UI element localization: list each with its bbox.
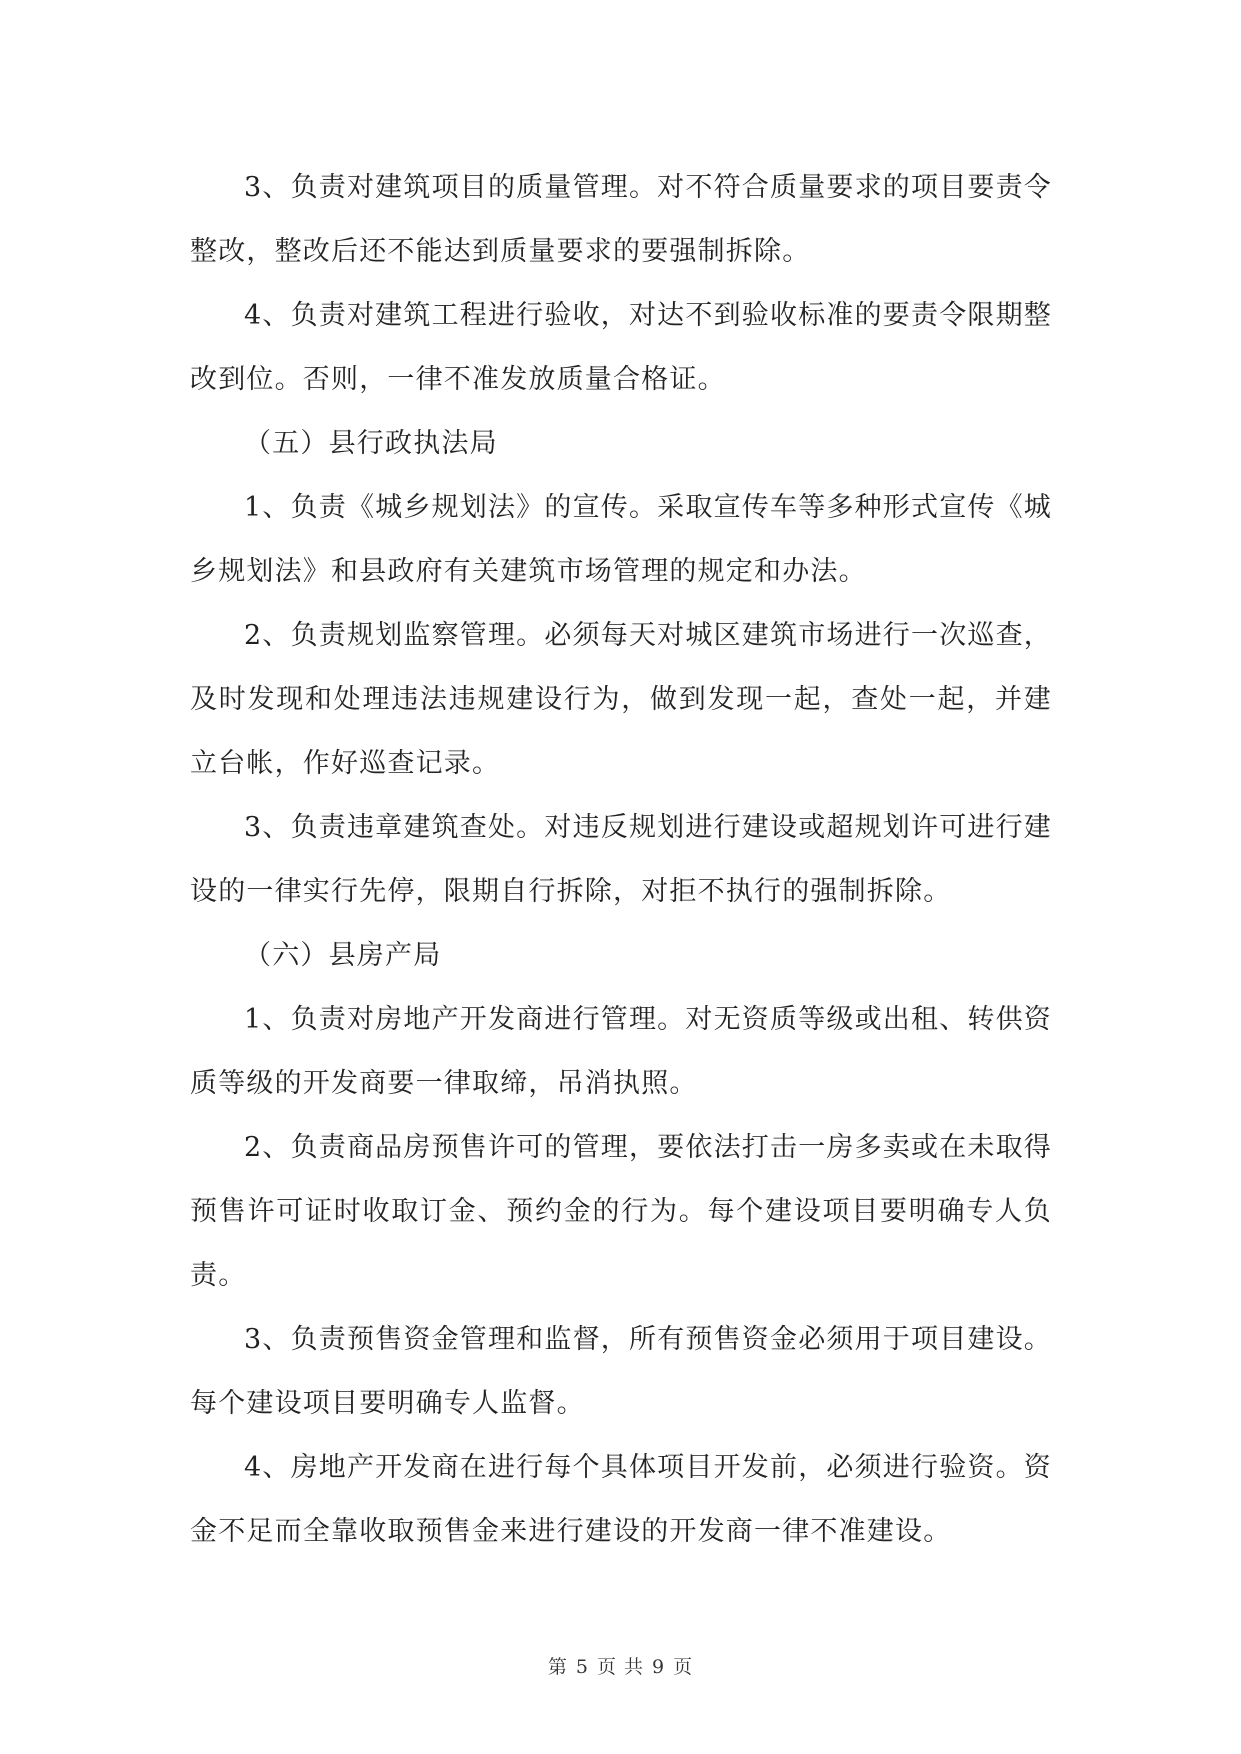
- paragraph-project-acceptance: 4、负责对建筑工程进行验收，对达不到验收标准的要责令限期整改到位。否则，一律不准发放质量合格证。: [190, 300, 1052, 395]
- footer-prefix: 第: [547, 1656, 568, 1678]
- paragraph-illegal-building: 3、负责违章建筑查处。对违反规划进行建设或超规划许可进行建设的一律实行先停，限期自行拆除，对拒不执行的强制拆除。: [190, 812, 1052, 907]
- footer-middle: 页 共: [596, 1656, 645, 1678]
- page-footer: [0, 1652, 1241, 1679]
- paragraph-presale-permit: 2、负责商品房预售许可的管理，要依法打击一房多卖或在未取得预售许可证时收取订金、预约金的行为。每个建设项目要明确专人负责。: [190, 1132, 1052, 1291]
- paragraph-planning-supervision: 2、负责规划监察管理。必须每天对城区建筑市场进行一次巡查，及时发现和处理违法违规建设行为，做到发现一起，查处一起，并建立台帐，作好巡查记录。: [190, 620, 1052, 779]
- paragraph-developer-management: 1、负责对房地产开发商进行管理。对无资质等级或出租、转供资质等级的开发商要一律取缔，吊消执照。: [190, 1004, 1052, 1099]
- document-body: [190, 156, 1052, 1564]
- paragraph-quality-management: 3、负责对建筑项目的质量管理。对不符合质量要求的项目要责令整改，整改后还不能达到质量要求的要强制拆除。: [190, 172, 1052, 267]
- footer-current-page: 5: [575, 1656, 589, 1678]
- footer-total-pages: 9: [652, 1656, 666, 1678]
- section-heading-housing-bureau: （六）县房产局: [244, 940, 442, 971]
- footer-suffix: 页: [673, 1656, 694, 1678]
- paragraph-capital-verification: 4、房地产开发商在进行每个具体项目开发前，必须进行验资。资金不足而全靠收取预售金来进行建设的开发商一律不准建设。: [190, 1452, 1052, 1547]
- paragraph-planning-law-promotion: 1、负责《城乡规划法》的宣传。采取宣传车等多种形式宣传《城乡规划法》和县政府有关建筑市场管理的规定和办法。: [190, 492, 1052, 587]
- section-heading-law-enforcement: （五）县行政执法局: [244, 428, 498, 459]
- paragraph-presale-funds: 3、负责预售资金管理和监督，所有预售资金必须用于项目建设。每个建设项目要明确专人监督。: [190, 1324, 1052, 1419]
